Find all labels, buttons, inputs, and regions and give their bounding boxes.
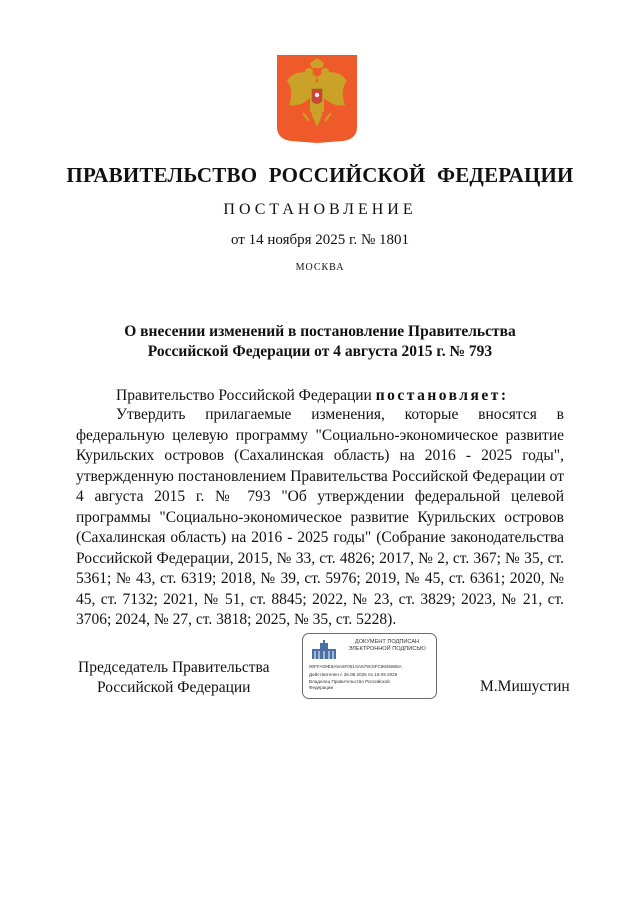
stamp-heading-line-1: ДОКУМЕНТ ПОДПИСАН <box>354 639 420 645</box>
main-paragraph: Утвердить прилагаемые изменения, которые вносятся в федеральную целевую программу "Социально-экономическое развитие Курильских островов (Сахалинская область) на 2016 - 2025 годы", утвержденную постановлением Правительства Российской Федерации от 4 августа 2015 г. № 793 "Об утверждении федеральной целевой программы "Социально-экономическое развитие Курильских островов (Сахалинская область) на 2016 - 2025 годы" (Собрание законодательства Российской Федерации, 2015, № 33, ст. 4826; 2017, № 2, ст. 367; № 35, ст. 5361; № 43, ст. 6319; 2018, № 39, ст. 5976; 2019, № 45, ст. 6361; 2020, № 45, ст. 7132; 2021, № 51, ст. 8845; 2022, № 23, ст. 3829; 2023, № 21, ст. 3706; 2024, № 27, ст. 3818; 2025, № 35, ст. 5228). <box>76 406 564 628</box>
document-type: ПОСТАНОВЛЕНИЕ <box>223 201 417 218</box>
stamp-validity: Действителен с 26.06.2025 по 19.09.2026 <box>309 672 398 677</box>
date-and-number: от 14 ноября 2025 г. № 1801 <box>230 232 410 248</box>
stamp-heading-line-2: ЭЛЕКТРОННОЙ ПОДПИСЬЮ <box>348 646 426 652</box>
stamp-owner-line-1: Владелец Правительство Российской <box>309 679 390 684</box>
intro-text: Правительство Российской Федерации <box>116 387 372 404</box>
city: МОСКВА <box>295 262 345 273</box>
government-building-icon <box>309 640 339 660</box>
electronic-signature-stamp <box>302 633 437 699</box>
signatory-position <box>78 658 270 698</box>
coat-of-arms-emblem <box>277 55 357 143</box>
stamp-owner-line-2: Федерации <box>309 685 334 690</box>
subject-line-2: Российской Федерации от 4 августа 2015 г. № 793 <box>147 343 493 360</box>
document-subject <box>60 322 580 362</box>
position-line-2: Российской Федерации <box>97 679 251 696</box>
stamp-certificate: 00FFA09E8A5A6F061SA579C5FC9825885A <box>309 664 402 669</box>
stamp-heading <box>339 639 435 653</box>
intro-line <box>116 387 509 405</box>
signatory-name: М.Мишустин <box>480 678 570 695</box>
subject-line-1: О внесении изменений в постановление Правительства <box>124 323 516 340</box>
position-line-1: Председатель Правительства <box>78 659 270 676</box>
decrees-word: постановляет: <box>375 387 509 404</box>
government-title: ПРАВИТЕЛЬСТВО РОССИЙСКОЙ ФЕДЕРАЦИИ <box>66 163 574 187</box>
